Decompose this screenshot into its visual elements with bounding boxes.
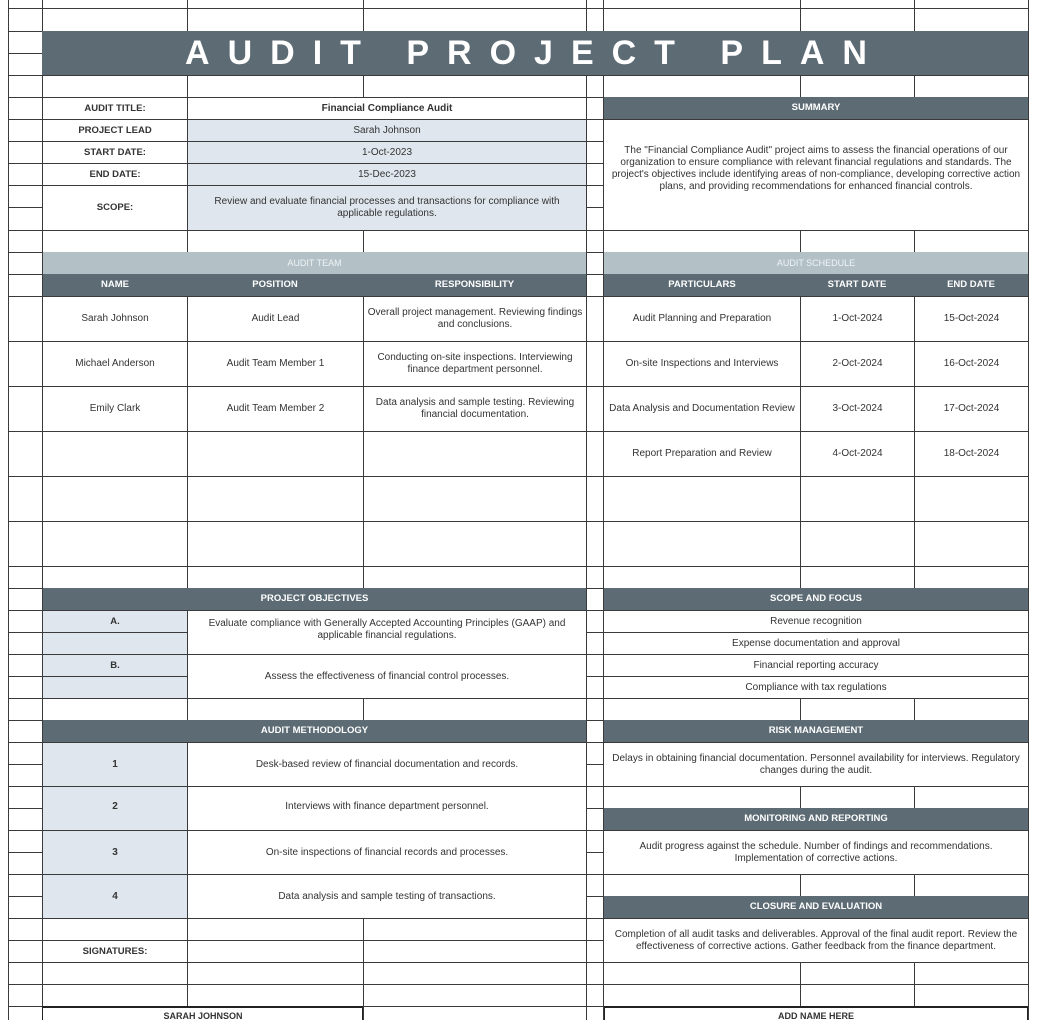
schedule-particulars-cell[interactable]: On-site Inspections and Interviews xyxy=(604,342,800,386)
team-position-cell[interactable]: Audit Team Member 1 xyxy=(188,342,363,386)
schedule-end-cell[interactable]: 17-Oct-2024 xyxy=(915,387,1028,431)
scope-focus-item[interactable]: Financial reporting accuracy xyxy=(604,655,1028,676)
objective-text[interactable]: Assess the effectiveness of financial control processes. xyxy=(188,655,586,698)
team-empty-cell[interactable] xyxy=(43,522,187,566)
objective-label: B. xyxy=(43,655,187,676)
team-responsibility-cell[interactable]: Conducting on-site inspections. Interviewing finance department personnel. xyxy=(364,342,586,386)
schedule-empty-cell[interactable] xyxy=(604,477,800,521)
schedule-empty-cell[interactable] xyxy=(801,522,914,566)
scope-focus-header: SCOPE AND FOCUS xyxy=(604,588,1028,610)
team-col-responsibility: RESPONSIBILITY xyxy=(363,274,586,296)
team-empty-cell[interactable] xyxy=(43,432,187,476)
objective-label-spacer xyxy=(43,677,187,698)
end-date-label: END DATE: xyxy=(43,164,187,185)
objectives-header: PROJECT OBJECTIVES xyxy=(43,588,586,610)
team-empty-cell[interactable] xyxy=(43,477,187,521)
schedule-end-cell[interactable]: 18-Oct-2024 xyxy=(915,432,1028,476)
team-empty-cell[interactable] xyxy=(364,432,586,476)
schedule-empty-cell[interactable] xyxy=(915,522,1028,566)
project-lead-value[interactable]: Sarah Johnson xyxy=(188,120,586,141)
schedule-start-cell[interactable]: 4-Oct-2024 xyxy=(801,432,914,476)
scope-value[interactable]: Review and evaluate financial processes and transactions for compliance with applicable regulations. xyxy=(188,186,586,230)
team-empty-cell[interactable] xyxy=(188,477,363,521)
start-date-label: START DATE: xyxy=(43,142,187,163)
team-empty-cell[interactable] xyxy=(188,432,363,476)
team-name-cell[interactable]: Michael Anderson xyxy=(43,342,187,386)
team-position-cell[interactable]: Audit Lead xyxy=(188,297,363,341)
team-empty-cell[interactable] xyxy=(364,522,586,566)
team-name-cell[interactable]: Emily Clark xyxy=(43,387,187,431)
schedule-empty-cell[interactable] xyxy=(915,477,1028,521)
team-col-position: POSITION xyxy=(187,274,363,296)
methodology-text[interactable]: Data analysis and sample testing of transactions. xyxy=(188,875,586,918)
methodology-number: 3 xyxy=(43,831,187,874)
methodology-text[interactable]: Desk-based review of financial documentation and records. xyxy=(188,743,586,786)
methodology-text[interactable]: Interviews with finance department personnel. xyxy=(188,787,586,830)
schedule-col-end: END DATE xyxy=(914,274,1028,296)
schedule-particulars-cell[interactable]: Audit Planning and Preparation xyxy=(604,297,800,341)
audit-title-label: AUDIT TITLE: xyxy=(43,98,187,119)
team-col-name: NAME xyxy=(43,274,187,296)
schedule-col-start: START DATE xyxy=(800,274,914,296)
closure-text[interactable]: Completion of all audit tasks and deliverables. Approval of the final audit report. Review the effectiveness of corrective actions. Gather feedback from the finance department. xyxy=(604,919,1028,962)
audit-schedule-header: AUDIT SCHEDULE xyxy=(604,252,1028,274)
schedule-start-cell[interactable]: 2-Oct-2024 xyxy=(801,342,914,386)
signature-name-left: SARAH JOHNSON xyxy=(163,1011,243,1021)
methodology-number: 4 xyxy=(43,875,187,918)
schedule-empty-cell[interactable] xyxy=(801,477,914,521)
risk-text[interactable]: Delays in obtaining financial documentation. Personnel availability for interviews. Regulatory changes during the audit. xyxy=(604,743,1028,786)
schedule-particulars-cell[interactable]: Report Preparation and Review xyxy=(604,432,800,476)
scope-focus-item[interactable]: Compliance with tax regulations xyxy=(604,677,1028,698)
page-title: AUDIT PROJECT PLAN xyxy=(42,31,1028,75)
schedule-start-cell[interactable]: 3-Oct-2024 xyxy=(801,387,914,431)
objective-text[interactable]: Evaluate compliance with Generally Accepted Accounting Principles (GAAP) and applicable financial regulations. xyxy=(188,611,586,654)
schedule-end-cell[interactable]: 16-Oct-2024 xyxy=(915,342,1028,386)
signature-name-right: ADD NAME HERE xyxy=(777,1011,854,1021)
methodology-text[interactable]: On-site inspections of financial records and processes. xyxy=(188,831,586,874)
signatures-label: SIGNATURES: xyxy=(43,941,187,962)
schedule-col-particulars: PARTICULARS xyxy=(604,274,800,296)
schedule-end-cell[interactable]: 15-Oct-2024 xyxy=(915,297,1028,341)
monitoring-text[interactable]: Audit progress against the schedule. Number of findings and recommendations. Implementation of corrective actions. xyxy=(604,831,1028,874)
scope-focus-item[interactable]: Expense documentation and approval xyxy=(604,633,1028,654)
methodology-number: 1 xyxy=(43,743,187,786)
team-empty-cell[interactable] xyxy=(188,522,363,566)
scope-focus-item[interactable]: Revenue recognition xyxy=(604,611,1028,632)
risk-header: RISK MANAGEMENT xyxy=(604,720,1028,742)
methodology-header: AUDIT METHODOLOGY xyxy=(43,720,586,742)
monitoring-header: MONITORING AND REPORTING xyxy=(604,808,1028,830)
summary-header: SUMMARY xyxy=(604,97,1028,119)
scope-label: SCOPE: xyxy=(43,186,187,230)
team-name-cell[interactable]: Sarah Johnson xyxy=(43,297,187,341)
team-responsibility-cell[interactable]: Data analysis and sample testing. Reviewing financial documentation. xyxy=(364,387,586,431)
project-lead-label: PROJECT LEAD xyxy=(43,120,187,141)
objective-label-spacer xyxy=(43,633,187,654)
team-responsibility-cell[interactable]: Overall project management. Reviewing findings and conclusions. xyxy=(364,297,586,341)
methodology-number: 2 xyxy=(43,787,187,830)
end-date-value[interactable]: 15-Dec-2023 xyxy=(188,164,586,185)
closure-header: CLOSURE AND EVALUATION xyxy=(604,896,1028,918)
schedule-particulars-cell[interactable]: Data Analysis and Documentation Review xyxy=(604,387,800,431)
summary-text[interactable]: The "Financial Compliance Audit" project aims to assess the financial operations of our organization to ensure compliance with relevant financial regulations and standards. The project's objectives include identifying areas of non-compliance, developing corrective action plans, and providing recommendations for enhanced financial controls. xyxy=(604,120,1028,230)
objective-label: A. xyxy=(43,611,187,632)
schedule-start-cell[interactable]: 1-Oct-2024 xyxy=(801,297,914,341)
start-date-value[interactable]: 1-Oct-2023 xyxy=(188,142,586,163)
team-position-cell[interactable]: Audit Team Member 2 xyxy=(188,387,363,431)
team-empty-cell[interactable] xyxy=(364,477,586,521)
audit-team-header: AUDIT TEAM xyxy=(43,252,586,274)
schedule-empty-cell[interactable] xyxy=(604,522,800,566)
audit-title-value[interactable]: Financial Compliance Audit xyxy=(188,98,586,119)
